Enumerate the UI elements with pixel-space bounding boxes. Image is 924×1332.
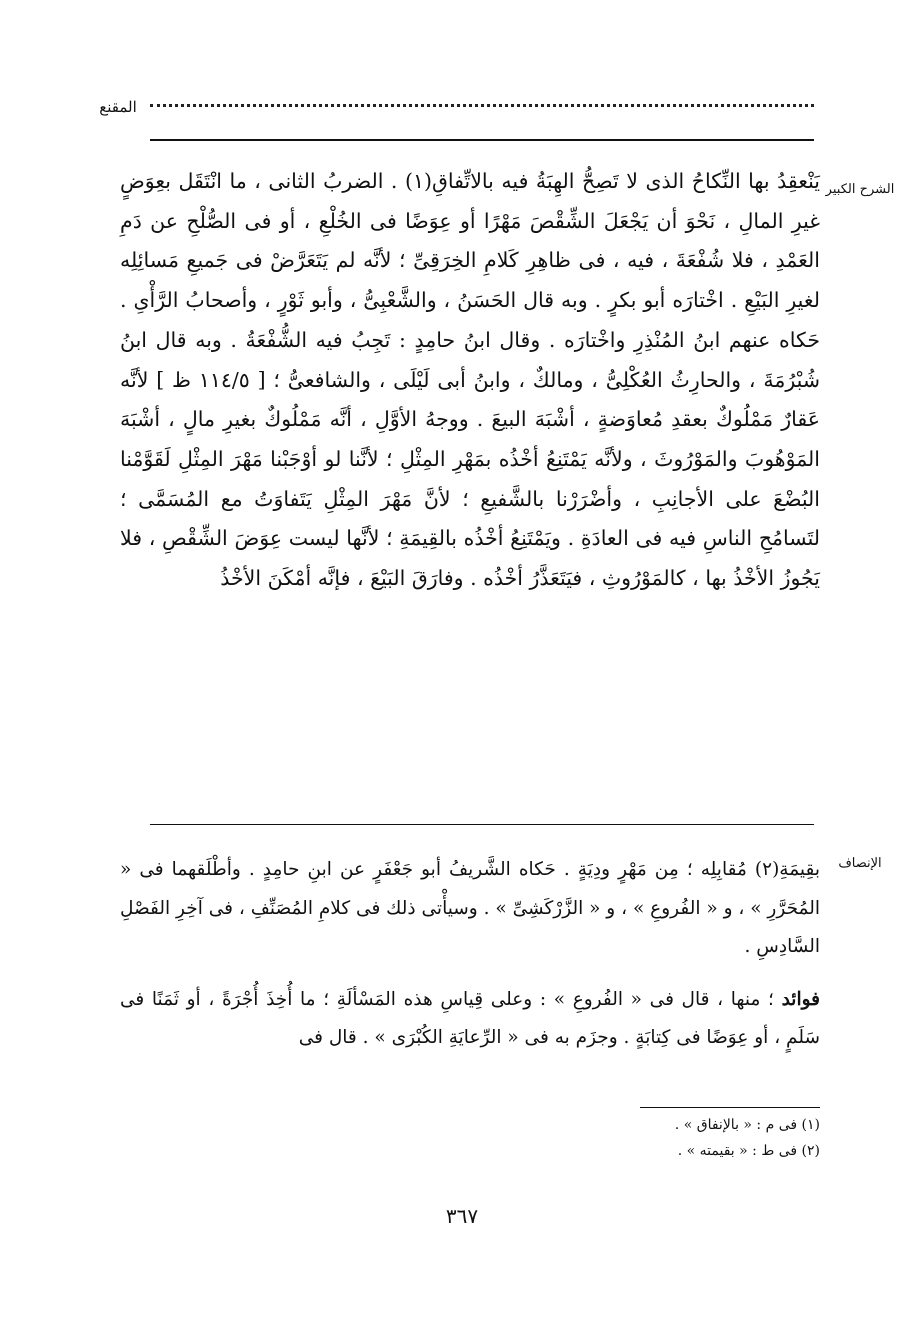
insaf-paragraph-2-text: ؛ منها ، قال فى « الفُروعِ » : وعلى قِياسِ هذه المَسْألَةِ ؛ ما أُخِذَ أُجْرَةً ، أو ثَمَنًا فى سَلَمٍ ، أو عِوَضًا فى كِتابَةٍ . وجزَم به فى « الرِّعايَةِ الكُبْرَى » . قال فى	[120, 988, 820, 1048]
header-rule	[150, 139, 814, 141]
fawaid-heading: فوائد	[781, 988, 820, 1010]
side-label-sharh: الشرح الكبير	[825, 182, 895, 197]
footnotes	[500, 1112, 820, 1164]
header-dotted-line	[150, 104, 814, 107]
main-commentary-text: يَنْعقِدُ بها النِّكاحُ الذى لا تَصِحُّ الهِبَةُ فيه بالاتِّفاقِ(١) . الضربُ الثانى ، ما انْتَقَل بعِوَضٍ غيرِ المالِ ، نَحْوَ أن يَجْعَلَ الشِّقْصَ مَهْرًا أو عِوَضًا فى الخُلْعِ ، أو فى الصُّلْحِ عن دَمِ العَمْدِ ، فلا شُفْعَةَ ، فيه ، فى ظاهِرِ كَلامِ الخِرَقِىِّ ؛ لأنَّه لم يَتَعَرَّضْ فى جَميعِ مَسائِلِه لغيرِ البَيْعِ . اخْتارَه أبو بكرٍ . وبه قال الحَسَنُ ، والشَّعْبِىُّ ، وأبو ثَوْرٍ ، وأصحابُ الرَّأْىِ . حَكاه عنهم ابنُ المُنْذِرِ واخْتارَه . وقال ابنُ حامِدٍ : تَجِبُ فيه الشُّفْعَةُ . وبه قال ابنُ شُبْرُمَةَ ، والحارِثُ العُكْلِىُّ ، ومالكٌ ، وابنُ أبى لَيْلَى ، والشافعىُّ ؛ [ ١١٤/٥ ظ ] لأنَّه عَقارٌ مَمْلُوكٌ بعقدِ مُعاوَضةٍ ، أشْبَهَ البيعَ . ووجهُ الأوَّلِ ، أنَّه مَمْلُوكٌ بغيرِ مالٍ ، أشْبَهَ المَوْهُوبَ والمَوْرُوثَ ، ولأنَّه يَمْتَنِعُ أخْذُه بمَهْرِ المِثْلِ ؛ لأنَّنا لو أوْجَبْنا مَهْرَ المِثْلِ لَقَوَّمْنا البُضْعَ على الأجانِبِ ، وأضْرَرْنا بالشَّفيعِ ؛ لأنَّ مَهْرَ المِثْلِ يَتَفاوَتُ مع المُسَمَّى ؛ لتَسامُحِ الناسِ فيه فى العادَةِ . ويَمْتَنِعُ أخْذُه بالقِيمَةِ ؛ لأنَّها ليست عِوَضَ الشِّقْصِ ، فلا يَجُوزُ الأخْذُ بها ، كالمَوْرُوثِ ، فيَتَعَذَّرُ أخْذُه . وفارَقَ البَيْعَ ، فإنَّه أمْكَنَ الأخْذُ	[120, 169, 820, 591]
page-number: ٣٦٧	[445, 1204, 479, 1228]
footnote-rule	[640, 1107, 820, 1108]
insaf-text	[120, 851, 820, 1058]
footnote-1: (١) فى م : « بالإنفاق » .	[674, 1117, 820, 1133]
insaf-paragraph-1: بقِيمَةِ(٢) مُقابِلِه ؛ مِن مَهْرٍ ودِيَةٍ . حَكاه الشَّريفُ أبو جَعْفَرٍ عن ابنِ حامِدٍ . وأطْلَقهما فى « المُحَرَّرِ » ، و « الفُروعِ » ، و « الزَّرْكَشِىِّ » . وسيأْتى ذلك فى كلامِ المُصَنِّفِ ، فى آخِرِ الفَصْلِ السَّادِسِ .	[119, 859, 820, 957]
insaf-paragraph-2	[120, 981, 820, 1058]
side-label-insaf: الإنصاف	[838, 856, 882, 871]
running-header-title: المقنع	[99, 98, 137, 116]
footnote-2: (٢) فى ط : « بقيمته » .	[677, 1143, 820, 1159]
section-divider	[150, 824, 814, 825]
